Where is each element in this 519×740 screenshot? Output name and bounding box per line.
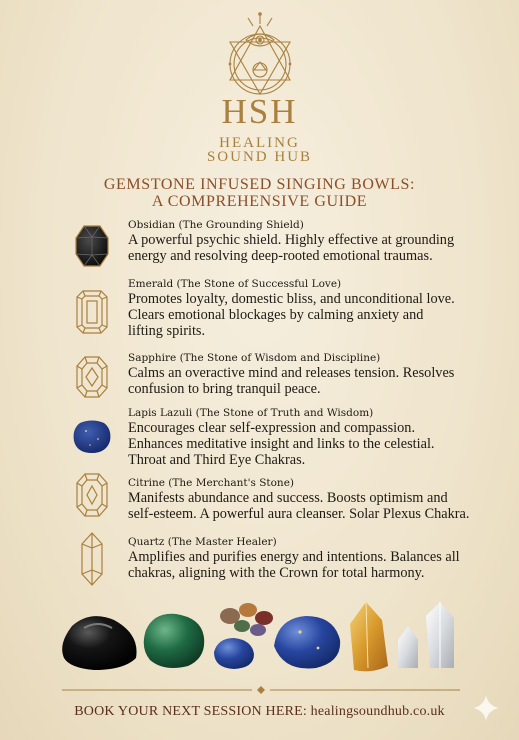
gemstone-name: Sapphire (The Stone of Wisdom and Discipline) [128,352,381,364]
gemstone-description: Amplifies and purifies energy and intentions. Balances all chakras, aligning with the Crown for total harmony. [128,549,460,581]
mixed-tumbled-stones-photo-icon [220,603,273,636]
brand-name-line-1: HEALING [219,135,300,151]
obsidian-gem-icon [74,223,110,269]
gemstone-name: Citrine (The Merchant's Stone) [128,477,295,489]
gemstone-entry-citrine [72,477,512,523]
decorative-divider [62,686,460,694]
gemstone-name: Obsidian (The Grounding Shield) [128,219,304,231]
gemstone-entry-lapis-lazuli [72,407,512,467]
gemstone-name: Quartz (The Master Healer) [128,536,277,548]
gemstone-description: Calms an overactive mind and releases tension. Resolves confusion to bring tranquil peace. [128,365,455,397]
lapis-lazuli-stone-icon [72,419,112,455]
sapphire-gem-icon [76,356,108,398]
brand-name-line-2: SOUND HUB [206,149,313,165]
lapis-stone-photo-icon [274,616,340,669]
gemstone-description: Encourages clear self-expression and compassion. Enhances meditative insight and links to the celestial. Throat and Third Eye Chakras. [128,420,435,468]
emerald-stone-photo-icon [144,614,204,668]
guide-title-line-2: A COMPREHENSIVE GUIDE [151,193,368,210]
gemstone-entry-emerald [72,278,512,338]
gemstone-entry-sapphire [72,352,512,398]
sodalite-stone-photo-icon [214,638,254,669]
guide-title-line-1: GEMSTONE INFUSED SINGING BOWLS: [103,176,416,193]
gemstone-name: Lapis Lazuli (The Stone of Truth and Wisdom) [128,407,374,419]
brand-initials: HSH [221,92,298,131]
quartz-crystal-photo-icon [398,602,454,668]
sparkle-icon [470,692,502,724]
emerald-gem-icon [76,290,108,334]
quartz-crystal-icon [80,532,104,586]
hsh-logo-emblem-icon [218,12,302,100]
gemstones-photo-row [58,596,468,676]
citrine-gem-icon [76,473,108,517]
gemstone-description: Manifests abundance and success. Boosts optimism and self-esteem. A powerful aura cleanser. Solar Plexus Chakra. [128,490,470,522]
obsidian-stone-photo-icon [62,616,136,670]
gemstone-name: Emerald (The Stone of Successful Love) [128,278,342,290]
booking-cta-text[interactable]: BOOK YOUR NEXT SESSION HERE: healingsoundhub.co.uk [74,704,445,719]
citrine-crystal-photo-icon [350,602,388,671]
gemstone-entry-quartz [72,536,512,586]
gemstone-description: Promotes loyalty, domestic bliss, and unconditional love. Clears emotional blockages by calming anxiety and lifting spirits. [128,291,455,339]
gemstone-entry-obsidian [72,219,512,267]
gemstone-description: A powerful psychic shield. Highly effective at grounding energy and resolving deep-rooted emotional traumas. [128,232,455,264]
